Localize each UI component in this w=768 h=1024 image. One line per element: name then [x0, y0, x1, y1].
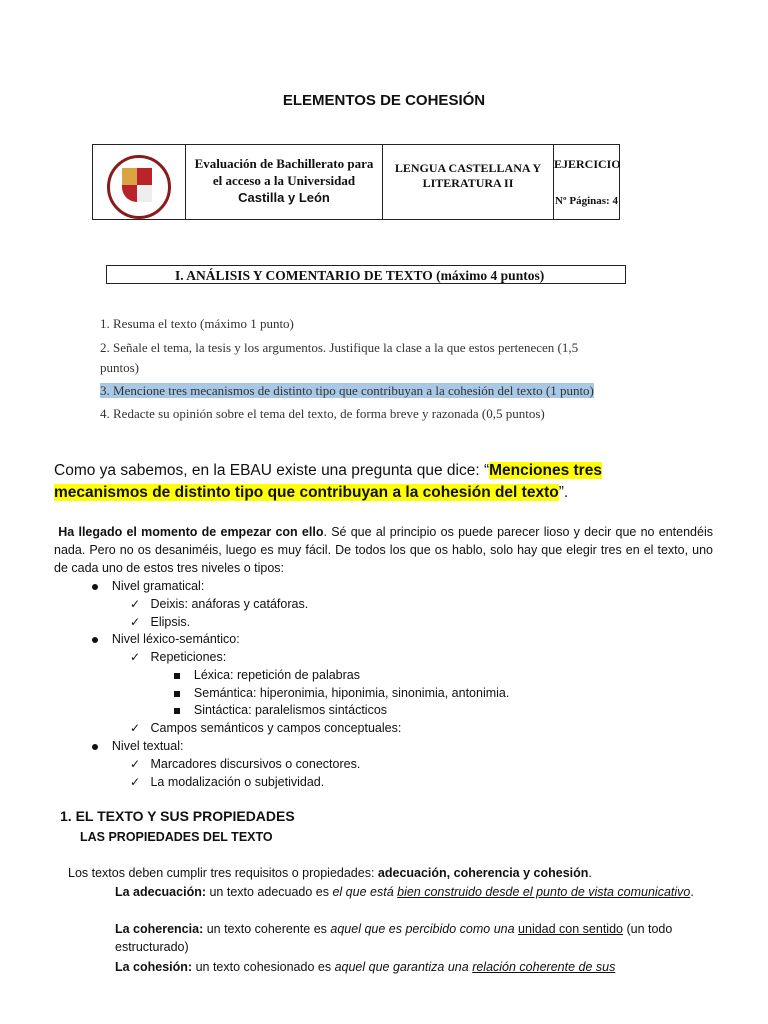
header-exam-name — [186, 145, 383, 220]
list-item — [92, 737, 183, 755]
bullet-icon — [92, 744, 98, 750]
list-item-label: Nivel gramatical: — [111, 579, 205, 593]
subsection-heading: LAS PROPIEDADES DEL TEXTO — [80, 830, 273, 844]
property-underlined: relación coherente de sus — [472, 960, 616, 974]
list-item — [92, 630, 240, 648]
question-3 — [100, 383, 594, 399]
body-paragraph — [54, 523, 713, 577]
coat-of-arms-icon — [107, 155, 171, 219]
header-exam-line2: el acceso a la Universidad — [212, 173, 356, 188]
property-text-end: (un todo estructurado) — [115, 922, 673, 954]
intro-end: ”. — [558, 484, 569, 501]
list-item — [130, 613, 190, 631]
property-italic: aquel que garantiza una — [334, 960, 473, 974]
header-subject-line2: LITERATURA II — [422, 176, 514, 190]
header-subject — [383, 145, 554, 220]
property-label: La cohesión: — [115, 960, 193, 974]
list-item-label: Marcadores discursivos o conectores. — [150, 757, 361, 771]
question-2-cont: puntos) — [100, 360, 139, 375]
property-italic: aquel que es percibido como una — [330, 922, 519, 936]
list-item-label: Repeticiones: — [150, 650, 227, 664]
properties-intro-end: . — [588, 866, 592, 880]
checkmark-icon: ✓ — [130, 597, 141, 611]
list-item-label: Deixis: anáforas y catáforas. — [150, 597, 309, 611]
bullet-icon — [92, 584, 98, 590]
list-item-label: Elipsis. — [150, 615, 191, 629]
property-underlined: unidad con sentido — [518, 922, 623, 936]
property-text: un texto cohesionado es — [192, 960, 335, 974]
section-heading: 1. EL TEXTO Y SUS PROPIEDADES — [60, 808, 295, 824]
square-bullet-icon — [174, 673, 180, 679]
header-region: Castilla y León — [238, 190, 330, 205]
checkmark-icon: ✓ — [130, 721, 141, 735]
bullet-icon — [92, 637, 98, 643]
list-item — [130, 773, 324, 791]
question-2: 2. Señale el tema, la tesis y los argumentos. Justifique la clase a la que estos pertenecen (1,5 — [100, 340, 579, 355]
property-coherencia — [115, 920, 711, 956]
list-item-label: Nivel léxico-semántico: — [111, 632, 240, 646]
header-exercise-label: EJERCICIO — [554, 157, 621, 171]
property-label: La coherencia: — [115, 922, 204, 936]
header-exam-line1: Evaluación de Bachillerato para — [194, 156, 374, 171]
list-item — [92, 577, 204, 595]
property-end: . — [690, 885, 694, 899]
list-item — [174, 666, 360, 684]
list-item-label: Nivel textual: — [111, 739, 184, 753]
list-item — [174, 684, 509, 702]
paragraph-bold-lead: Ha llegado el momento de empezar con ello — [58, 525, 324, 539]
properties-intro-text: Los textos deben cumplir tres requisitos o propiedades: — [68, 866, 378, 880]
section-heading-box: I. ANÁLISIS Y COMENTARIO DE TEXTO (máximo 4 puntos) — [106, 265, 626, 284]
list-item-label: Campos semánticos y campos conceptuales: — [150, 721, 402, 735]
property-label: La adecuación: — [115, 885, 206, 899]
intro-highlight-1: Menciones tres — [489, 462, 602, 479]
checkmark-icon: ✓ — [130, 615, 141, 629]
property-text: un texto coherente es — [203, 922, 331, 936]
square-bullet-icon — [174, 691, 180, 697]
question-1: 1. Resuma el texto (máximo 1 punto) — [100, 316, 294, 331]
document-title: ELEMENTOS DE COHESIÓN — [282, 92, 486, 109]
property-underlined: bien construido desde el punto de vista comunicativo — [397, 885, 691, 899]
intro-highlight-2: mecanismos de distinto tipo que contribuyan a la cohesión del texto — [54, 484, 559, 501]
property-text: un texto adecuado es — [206, 885, 333, 899]
header-subject-line1: LENGUA CASTELLANA Y — [394, 161, 542, 175]
list-item — [130, 648, 226, 666]
intro-paragraph — [54, 460, 714, 504]
list-item-label: Sintáctica: paralelismos sintácticos — [193, 703, 388, 717]
checkmark-icon: ✓ — [130, 775, 141, 789]
list-item-label: La modalización o subjetividad. — [150, 775, 325, 789]
property-adecuacion — [115, 883, 711, 901]
list-item-label: Semántica: hiperonimia, hiponimia, sinonimia, antonimia. — [193, 686, 510, 700]
checkmark-icon: ✓ — [130, 757, 141, 771]
intro-text: Como ya sabemos, en la EBAU existe una pregunta que dice: “ — [54, 462, 490, 479]
question-4: 4. Redacte su opinión sobre el tema del texto, de forma breve y razonada (0,5 puntos) — [100, 406, 545, 421]
properties-intro — [68, 864, 592, 882]
property-cohesion — [115, 958, 711, 976]
header-exercise — [554, 145, 620, 220]
property-italic: el que está — [332, 885, 398, 899]
list-item — [130, 755, 360, 773]
question-3-highlight: 3. Mencione tres mecanismos de distinto tipo que contribuyan a la cohesión del texto (1 punto) — [100, 383, 594, 398]
list-item — [130, 719, 401, 737]
paragraph-text: . Sé que al principio os puede parecer lioso y decir que no entendéis nada. Pero no os desaniméis, luego es muy fácil. De todos los que os hablo, solo hay que elegir tres en el texto, uno de cada uno de estos tres niveles o tipos: — [54, 525, 713, 575]
university-logo — [93, 145, 186, 220]
list-item — [174, 701, 387, 719]
square-bullet-icon — [174, 708, 180, 714]
properties-intro-bold: adecuación, coherencia y cohesión — [377, 866, 589, 880]
list-item — [130, 595, 308, 613]
header-page-count: Nº Páginas: 4 — [555, 195, 618, 207]
exam-header-table — [92, 144, 620, 220]
list-item-label: Léxica: repetición de palabras — [193, 668, 360, 682]
checkmark-icon: ✓ — [130, 650, 141, 664]
